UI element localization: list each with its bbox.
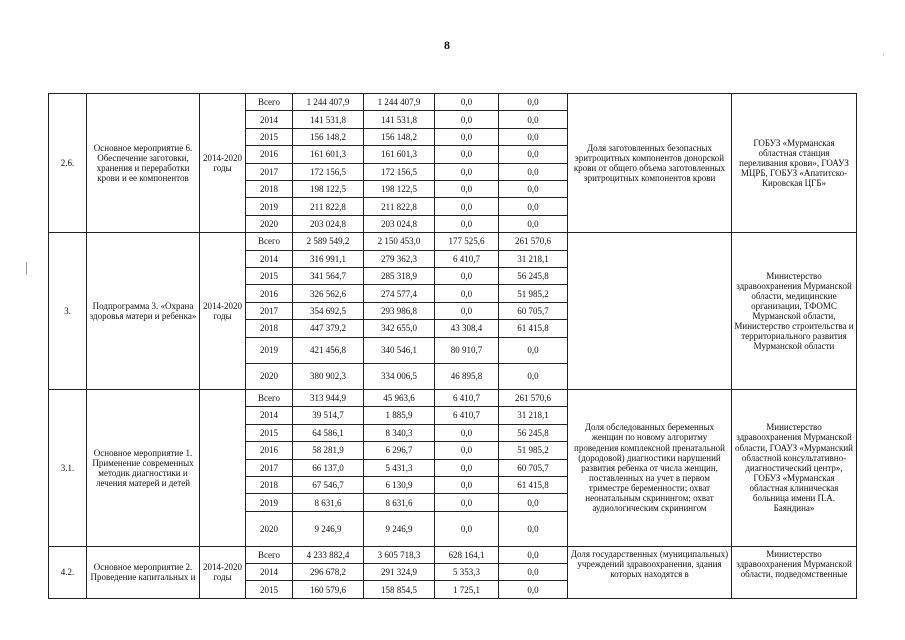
total-cell: 1 244 407,9 [293,94,364,111]
source2-cell: 0,0 [435,181,499,198]
source1-cell: 1 885,9 [364,407,435,424]
section-period: 2014-2020 годы [200,233,246,390]
source1-cell: 45 963,6 [364,389,435,406]
source2-cell: 0,0 [435,111,499,128]
source3-cell: 31 218,1 [499,250,568,267]
source3-cell: 261 570,6 [499,389,568,406]
source1-cell: 172 156,5 [364,163,435,180]
source2-cell: 0,0 [435,424,499,441]
source3-cell: 0,0 [499,363,568,389]
source2-cell: 1 725,1 [435,581,499,599]
section-number: 3.1. [49,389,87,546]
executor-text: ГОБУЗ «Мурманская областная станция переливания крови», ГОАУЗ МЦРБ, ГОБУЗ «Апатитско-Кировская ЦГБ» [732,94,857,233]
source3-cell: 0,0 [499,511,568,546]
section-number: 2.6. [49,94,87,233]
source3-cell: 0,0 [499,181,568,198]
year-cell: Всего [246,94,293,111]
source3-cell: 0,0 [499,546,568,563]
section-name: Основное мероприятие 6. Обеспечение заготовки, хранения и переработки крови и ее компонентов [87,94,200,233]
source3-cell: 0,0 [499,94,568,111]
source2-cell: 43 308,4 [435,320,499,337]
source1-cell: 156 148,2 [364,128,435,145]
total-cell: 326 562,6 [293,285,364,302]
year-cell: Всего [246,233,293,250]
source3-cell: 0,0 [499,494,568,511]
source3-cell: 0,0 [499,163,568,180]
source3-cell: 31 218,1 [499,407,568,424]
year-cell: 2014 [246,250,293,267]
source1-cell: 279 362,3 [364,250,435,267]
source2-cell: 0,0 [435,146,499,163]
year-cell: 2017 [246,459,293,476]
source3-cell: 0,0 [499,111,568,128]
source3-cell: 60 705,7 [499,459,568,476]
source3-cell: 56 245,8 [499,424,568,441]
source1-cell: 3 605 718,3 [364,546,435,563]
total-cell: 2 589 549,2 [293,233,364,250]
source1-cell: 2 150 453,0 [364,233,435,250]
section-name: Основное мероприятие 1. Применение современных методик диагностики и лечения матерей и детей [87,389,200,546]
section-period: 2014-2020 годы [200,546,246,598]
total-cell: 141 531,8 [293,111,364,128]
indicator-text: Доля государственных (муниципальных) учреждений здравоохранения, здания которых находятся в [568,546,732,598]
source2-cell: 6 410,7 [435,407,499,424]
total-cell: 64 586,1 [293,424,364,441]
total-cell: 341 564,7 [293,268,364,285]
total-cell: 39 514,7 [293,407,364,424]
source1-cell: 203 024,8 [364,215,435,232]
total-cell: 156 148,2 [293,128,364,145]
section-number: 3. [49,233,87,390]
source2-cell: 0,0 [435,128,499,145]
total-cell: 67 546,7 [293,476,364,493]
total-cell: 161 601,3 [293,146,364,163]
source1-cell: 5 431,3 [364,459,435,476]
source1-cell: 1 244 407,9 [364,94,435,111]
source3-cell: 61 415,8 [499,476,568,493]
source3-cell: 0,0 [499,198,568,215]
total-cell: 4 233 882,4 [293,546,364,563]
source1-cell: 141 531,8 [364,111,435,128]
year-cell: 2019 [246,494,293,511]
source1-cell: 274 577,4 [364,285,435,302]
source3-cell: 60 705,7 [499,302,568,319]
year-cell: 2020 [246,511,293,546]
year-cell: 2016 [246,146,293,163]
year-cell: 2015 [246,424,293,441]
source3-cell: 0,0 [499,563,568,580]
source1-cell: 9 246,9 [364,511,435,546]
total-cell: 316 991,1 [293,250,364,267]
source1-cell: 6 130,9 [364,476,435,493]
source3-cell: 0,0 [499,128,568,145]
corner-mark: · [882,50,885,60]
executor-text: Министерство здравоохранения Мурманской области, подведомственные [732,546,857,598]
source2-cell: 46 895,8 [435,363,499,389]
year-cell: 2018 [246,476,293,493]
source2-cell: 0,0 [435,215,499,232]
year-cell: 2017 [246,163,293,180]
section-period: 2014-2020 годы [200,94,246,233]
source2-cell: 0,0 [435,163,499,180]
total-cell: 354 692,5 [293,302,364,319]
source3-cell: 0,0 [499,215,568,232]
year-cell: 2016 [246,442,293,459]
section-number: 4.2. [49,546,87,598]
table-row [49,546,857,563]
source3-cell: 51 985,2 [499,285,568,302]
source1-cell: 6 296,7 [364,442,435,459]
source3-cell: 56 245,8 [499,268,568,285]
year-cell: Всего [246,546,293,563]
source2-cell: 0,0 [435,476,499,493]
executor-text: Министерство здравоохранения Мурманской области, ГОАУЗ «Мурманский областной консультативно-диагностический центр», ГОБУЗ «Мурманская областная клиническая больница имени П.А. Баяндина» [732,389,857,546]
indicator-text: Доля заготовленных безопасных эритроцитных компонентов донорской крови от общего объема заготовленных эритроцитных компонентов крови [568,94,732,233]
source2-cell: 0,0 [435,494,499,511]
source2-cell: 6 410,7 [435,389,499,406]
source2-cell: 80 910,7 [435,337,499,363]
year-cell: 2015 [246,581,293,599]
total-cell: 313 944,9 [293,389,364,406]
source2-cell: 0,0 [435,511,499,546]
total-cell: 203 024,8 [293,215,364,232]
year-cell: 2015 [246,268,293,285]
source2-cell: 0,0 [435,94,499,111]
source1-cell: 198 122,5 [364,181,435,198]
year-cell: 2020 [246,363,293,389]
total-cell: 66 137,0 [293,459,364,476]
total-cell: 211 822,8 [293,198,364,215]
table-row [49,233,857,250]
source1-cell: 161 601,3 [364,146,435,163]
source2-cell: 0,0 [435,302,499,319]
source2-cell: 0,0 [435,268,499,285]
source2-cell: 177 525,6 [435,233,499,250]
total-cell: 9 246,9 [293,511,364,546]
year-cell: 2016 [246,285,293,302]
source3-cell: 261 570,6 [499,233,568,250]
total-cell: 296 678,2 [293,563,364,580]
section-name: Основное мероприятие 2. Проведение капитальных и [87,546,200,598]
year-cell: 2017 [246,302,293,319]
year-cell: 2019 [246,337,293,363]
source1-cell: 293 986,8 [364,302,435,319]
source3-cell: 0,0 [499,581,568,599]
source3-cell: 51 985,2 [499,442,568,459]
table-row [49,389,857,406]
year-cell: 2019 [246,198,293,215]
source3-cell: 0,0 [499,146,568,163]
margin-tick [26,262,27,275]
source1-cell: 285 318,9 [364,268,435,285]
source3-cell: 0,0 [499,337,568,363]
source1-cell: 158 854,5 [364,581,435,599]
source2-cell: 5 353,3 [435,563,499,580]
source2-cell: 0,0 [435,198,499,215]
source2-cell: 0,0 [435,459,499,476]
source3-cell: 61 415,8 [499,320,568,337]
indicator-text [568,233,732,390]
total-cell: 58 281,9 [293,442,364,459]
total-cell: 8 631,6 [293,494,364,511]
year-cell: 2018 [246,181,293,198]
source2-cell: 628 164,1 [435,546,499,563]
source1-cell: 8 631,6 [364,494,435,511]
source2-cell: 0,0 [435,442,499,459]
total-cell: 421 456,8 [293,337,364,363]
year-cell: 2014 [246,563,293,580]
source1-cell: 334 006,5 [364,363,435,389]
total-cell: 160 579,6 [293,581,364,599]
year-cell: 2014 [246,407,293,424]
source1-cell: 211 822,8 [364,198,435,215]
year-cell: Всего [246,389,293,406]
year-cell: 2020 [246,215,293,232]
source1-cell: 340 546,1 [364,337,435,363]
program-funding-table [48,93,857,599]
section-name: Подпрограмма 3. «Охрана здоровья матери и ребенка» [87,233,200,390]
year-cell: 2018 [246,320,293,337]
total-cell: 198 122,5 [293,181,364,198]
year-cell: 2015 [246,128,293,145]
table-row [49,94,857,111]
source1-cell: 342 655,0 [364,320,435,337]
total-cell: 172 156,5 [293,163,364,180]
section-period [200,389,246,546]
source1-cell: 291 324,9 [364,563,435,580]
executor-text: Министерство здравоохранения Мурманской области, медицинские организации, ТФОМС Мурманской области, Министерство строительства и территориального развития Мурманской области [732,233,857,390]
total-cell: 380 902,3 [293,363,364,389]
source1-cell: 8 340,3 [364,424,435,441]
indicator-text: Доля обследованных беременных женщин по новому алгоритму проведения комплексной пренатальной (дородовой) диагностики нарушений развития ребенка от числа женщин, поставленных на учет в первом триместре беременности; охват неонатальным скринингом; охват аудиологическим скринингом [568,389,732,546]
page-number: 8 [444,38,450,52]
source2-cell: 0,0 [435,285,499,302]
year-cell: 2014 [246,111,293,128]
source2-cell: 6 410,7 [435,250,499,267]
total-cell: 447 379,2 [293,320,364,337]
